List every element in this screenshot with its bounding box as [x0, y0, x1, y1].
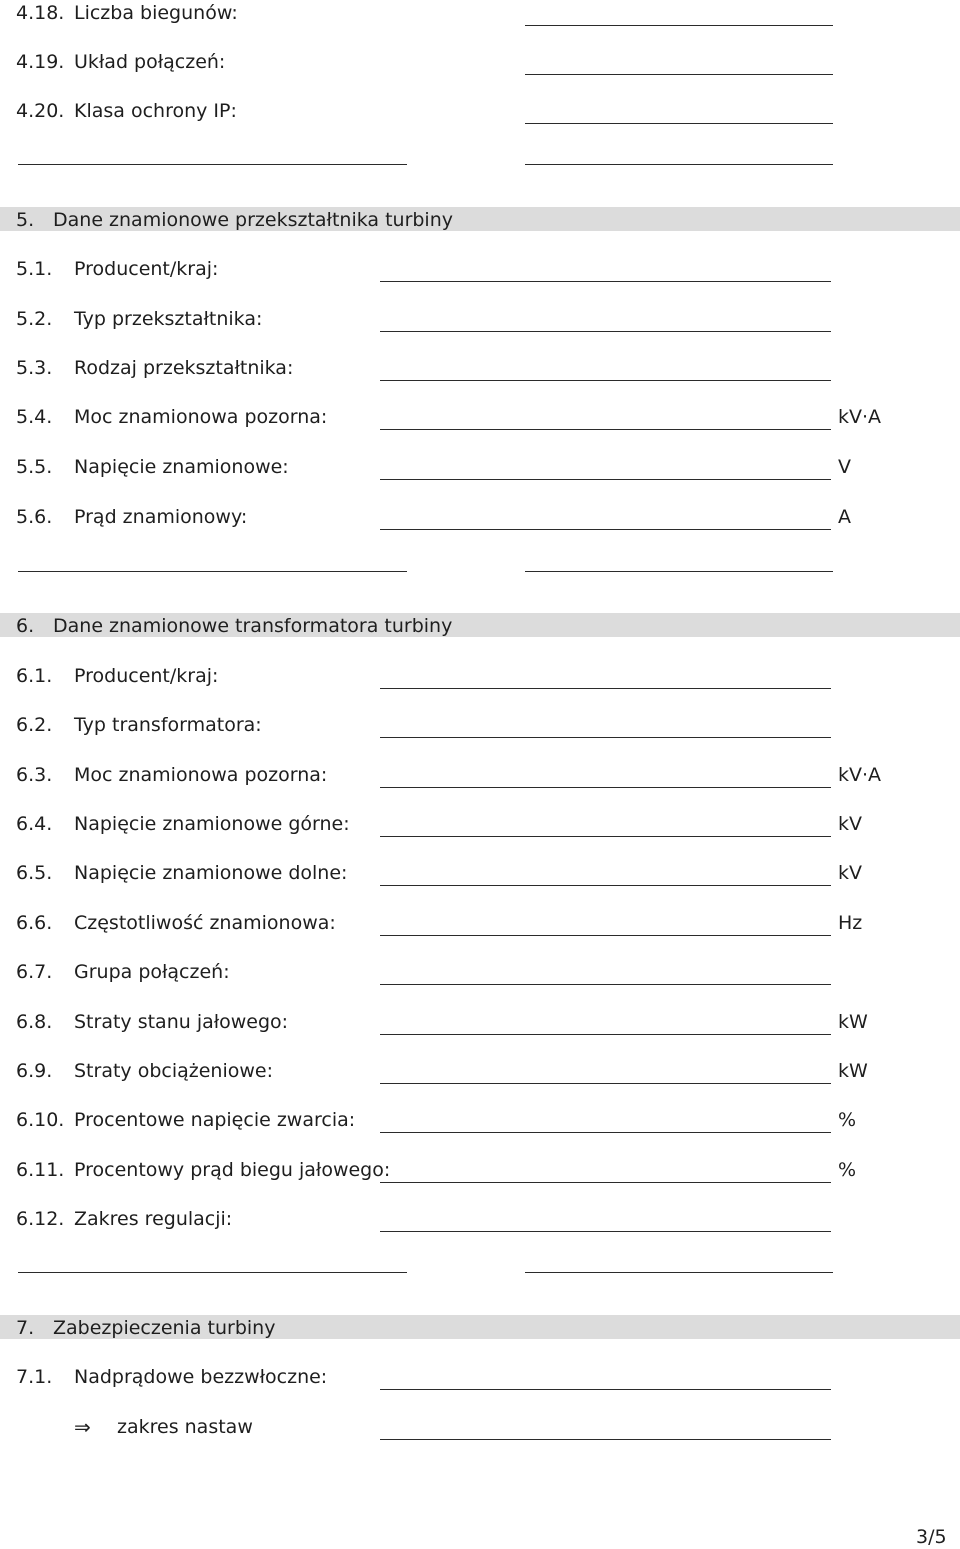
item-number: 5.3. — [16, 357, 53, 379]
extra-left-input-line[interactable] — [18, 164, 407, 165]
item-number: 5.1. — [16, 258, 53, 280]
item-number: 6.10. — [16, 1109, 65, 1131]
connection-layout-input-line[interactable] — [525, 74, 833, 75]
field-label: Typ przekształtnika: — [74, 308, 263, 330]
section-7-header — [0, 1315, 960, 1339]
form-row-7-1 — [0, 1364, 960, 1394]
form-row-6-8 — [0, 1009, 960, 1039]
field-label: Napięcie znamionowe dolne: — [74, 862, 348, 884]
form-row-5-3 — [0, 355, 960, 385]
field-label: Napięcie znamionowe górne: — [74, 813, 350, 835]
section-number: 5. — [16, 209, 35, 231]
field-label: Typ transformatora: — [74, 714, 262, 736]
section-title: Zabezpieczenia turbiny — [53, 1317, 276, 1339]
field-label: Procentowe napięcie zwarcia: — [74, 1109, 356, 1131]
form-row-5-4 — [0, 404, 960, 434]
producer-input-line[interactable] — [380, 281, 831, 282]
form-row-5-1 — [0, 256, 960, 286]
page-number: 3/5 — [916, 1526, 947, 1548]
unit-label: Hz — [838, 912, 863, 934]
unit-label: % — [838, 1109, 857, 1131]
section-number: 6. — [16, 615, 35, 637]
form-row-6-9 — [0, 1058, 960, 1088]
arrow-right-icon: ⇒ — [74, 1415, 91, 1439]
field-label: Częstotliwość znamionowa: — [74, 912, 336, 934]
unit-label: kV — [838, 813, 863, 835]
field-label: Nadprądowe bezzwłoczne: — [74, 1366, 328, 1388]
transformer-apparent-power-input-line[interactable] — [380, 787, 831, 788]
form-row-5-6 — [0, 504, 960, 534]
unit-label: kW — [838, 1060, 868, 1082]
rated-current-input-line[interactable] — [380, 529, 831, 530]
field-label: Liczba biegunów: — [74, 2, 238, 24]
item-number: 6.11. — [16, 1159, 65, 1181]
converter-type-input-line[interactable] — [380, 331, 831, 332]
form-row-6-6 — [0, 910, 960, 940]
field-label: Prąd znamionowy: — [74, 506, 248, 528]
item-number: 5.5. — [16, 456, 53, 478]
form-row-4-20 — [0, 98, 960, 128]
unit-label: A — [838, 506, 851, 528]
field-label: Rodzaj przekształtnika: — [74, 357, 294, 379]
unit-label: kV — [838, 862, 863, 884]
section-5-header — [0, 207, 960, 231]
field-label: Klasa ochrony IP: — [74, 100, 237, 122]
item-number: 6.4. — [16, 813, 53, 835]
transformer-type-input-line[interactable] — [380, 737, 831, 738]
item-number: 6.5. — [16, 862, 53, 884]
item-number: 5.4. — [16, 406, 53, 428]
lower-voltage-input-line[interactable] — [380, 885, 831, 886]
form-row-6-10 — [0, 1107, 960, 1137]
field-label: Napięcie znamionowe: — [74, 456, 289, 478]
rated-voltage-input-line[interactable] — [380, 479, 831, 480]
form-row-6-4 — [0, 811, 960, 841]
unit-label: kV·A — [838, 406, 882, 428]
form-row-4-18 — [0, 0, 960, 30]
item-number: 4.18. — [16, 2, 65, 24]
load-loss-input-line[interactable] — [380, 1083, 831, 1084]
extra-right-input-line[interactable] — [525, 164, 833, 165]
form-row-5-5 — [0, 454, 960, 484]
setting-range-input-line[interactable] — [380, 1439, 831, 1440]
section-6-header — [0, 613, 960, 637]
unit-label: kW — [838, 1011, 868, 1033]
item-number: 7.1. — [16, 1366, 53, 1388]
field-label: Zakres regulacji: — [74, 1208, 233, 1230]
field-label: Moc znamionowa pozorna: — [74, 406, 328, 428]
form-row-6-11 — [0, 1157, 960, 1187]
form-row-6-2 — [0, 712, 960, 742]
extra-row-blank-3 — [0, 1247, 960, 1277]
upper-voltage-input-line[interactable] — [380, 836, 831, 837]
form-row-6-1 — [0, 663, 960, 693]
section-title: Dane znamionowe przekształtnika turbiny — [53, 209, 454, 231]
regulation-range-input-line[interactable] — [380, 1231, 831, 1232]
item-number: 6.9. — [16, 1060, 53, 1082]
unit-label: V — [838, 456, 851, 478]
form-row-6-3 — [0, 762, 960, 792]
vector-group-input-line[interactable] — [380, 984, 831, 985]
field-label: Grupa połączeń: — [74, 961, 230, 983]
field-label: Producent/kraj: — [74, 665, 219, 687]
form-row-6-5 — [0, 860, 960, 890]
extra-row-blank-2 — [0, 546, 960, 576]
no-load-loss-input-line[interactable] — [380, 1034, 831, 1035]
field-label: Procentowy prąd biegu jałowego: — [74, 1159, 391, 1181]
extra-left-input-line[interactable] — [18, 571, 407, 572]
item-number: 6.8. — [16, 1011, 53, 1033]
extra-row-blank-1 — [0, 139, 960, 169]
extra-left-input-line[interactable] — [18, 1272, 407, 1273]
section-title: Dane znamionowe transformatora turbiny — [53, 615, 453, 637]
section-number: 7. — [16, 1317, 35, 1339]
extra-right-input-line[interactable] — [525, 1272, 833, 1273]
item-number: 6.1. — [16, 665, 53, 687]
frequency-input-line[interactable] — [380, 935, 831, 936]
form-row-4-19 — [0, 49, 960, 79]
apparent-power-input-line[interactable] — [380, 429, 831, 430]
form-row-5-2 — [0, 306, 960, 336]
item-number: 6.7. — [16, 961, 53, 983]
no-load-current-input-line[interactable] — [380, 1182, 831, 1183]
item-number: 5.2. — [16, 308, 53, 330]
field-label: Straty obciążeniowe: — [74, 1060, 273, 1082]
pole-count-input-line[interactable] — [525, 25, 833, 26]
item-number: 4.19. — [16, 51, 65, 73]
field-label: Moc znamionowa pozorna: — [74, 764, 328, 786]
unit-label: % — [838, 1159, 857, 1181]
converter-kind-input-line[interactable] — [380, 380, 831, 381]
field-label: Straty stanu jałowego: — [74, 1011, 289, 1033]
item-number: 6.12. — [16, 1208, 65, 1230]
field-label: Układ połączeń: — [74, 51, 226, 73]
short-circuit-voltage-input-line[interactable] — [380, 1132, 831, 1133]
form-row-6-12 — [0, 1206, 960, 1236]
item-number: 5.6. — [16, 506, 53, 528]
item-number: 6.2. — [16, 714, 53, 736]
form-row-6-7 — [0, 959, 960, 989]
item-number: 6.3. — [16, 764, 53, 786]
instantaneous-overcurrent-input-line[interactable] — [380, 1389, 831, 1390]
field-label: zakres nastaw — [117, 1416, 253, 1438]
item-number: 4.20. — [16, 100, 65, 122]
form-row-7-1-sub — [0, 1414, 960, 1444]
unit-label: kV·A — [838, 764, 882, 786]
item-number: 6.6. — [16, 912, 53, 934]
transformer-producer-input-line[interactable] — [380, 688, 831, 689]
extra-right-input-line[interactable] — [525, 571, 833, 572]
field-label: Producent/kraj: — [74, 258, 219, 280]
ip-class-input-line[interactable] — [525, 123, 833, 124]
